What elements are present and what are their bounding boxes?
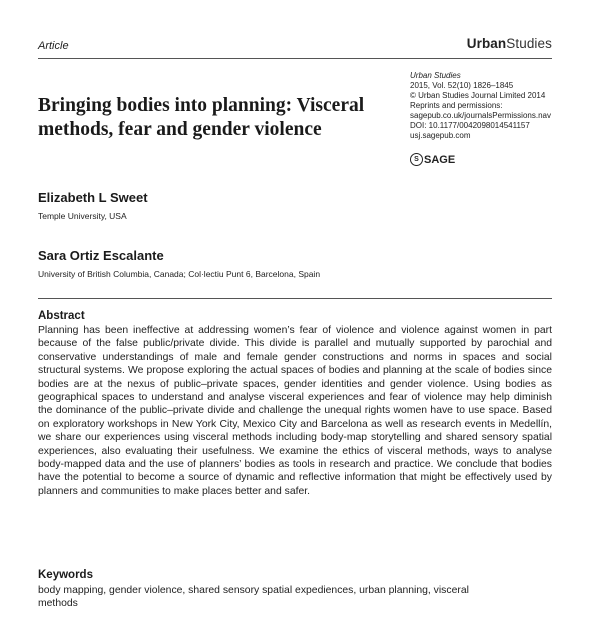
publisher-name: SAGE: [424, 153, 456, 166]
meta-copyright: © Urban Studies Journal Limited 2014: [410, 91, 546, 100]
keywords-text: body mapping, gender violence, shared sensory spatial expediences, urban planning, visceral methods: [38, 585, 469, 610]
meta-doi[interactable]: DOI: 10.1177/0042098014541157: [410, 121, 530, 130]
author-name: Elizabeth L Sweet: [38, 190, 148, 205]
article-type-label: Article: [38, 40, 69, 52]
author-name: Sara Ortiz Escalante: [38, 248, 164, 263]
meta-reprints: Reprints and permissions:: [410, 101, 503, 110]
journal-logo: [467, 36, 552, 51]
meta-reprints-url[interactable]: sagepub.co.uk/journalsPermissions.nav: [410, 111, 551, 120]
meta-site[interactable]: usj.sagepub.com: [410, 131, 471, 140]
meta-citation: 2015, Vol. 52(10) 1826–1845: [410, 81, 514, 90]
header-rule: [38, 58, 552, 59]
meta-journal-name: Urban Studies: [410, 71, 461, 80]
journal-logo-light: Studies: [506, 36, 552, 51]
journal-logo-bold: Urban: [466, 36, 507, 51]
author-affiliation: University of British Columbia, Canada; Col·lectiu Punt 6, Barcelona, Spain: [38, 269, 321, 279]
abstract-heading: Abstract: [38, 310, 85, 322]
article-title: Bringing bodies into planning: Visceral methods, fear and gender violence: [38, 95, 365, 140]
keywords-heading: Keywords: [38, 569, 93, 581]
abstract-text: Planning has been ineffective at addressing women’s fear of violence and violence against women in part because of the false public/private divide. This divide is parallel and mutually supported by parochial and conservative understandings of male and female gender constructions and norms in spaces and social structural systems. We propose exploring the actual spaces of bodies and planning at the scale of bodies since bodies are at the nexus of public–private spaces, gender identities and gender violence. Using bodies as geographical spaces to understand and analyse visceral experiences and fear of violence may help diminish the dominance of the public–private divide and challenge the unequal rights women have to use space. Based on exploratory workshops in New York City, Mexico City and Barcelona as well as research events in Medellín, we share our experiences using visceral methods including body-map storytelling and shared sensory spatial experiences, also evaluating their usefulness. We examine the ethics of visceral methods, ways to analyse body-mapped data and the use of planners’ bodies as tools in research and practice. We conclude that bodies have the potential to become a source of dynamic and reflective information that might be effectively used by planners and communities to make places better and safer.: [38, 325, 552, 497]
sage-logo-icon: S: [410, 153, 423, 166]
author-affiliation: Temple University, USA: [38, 211, 127, 221]
publication-meta: [410, 71, 570, 141]
abstract-rule: [38, 298, 552, 299]
publisher-logo: [410, 153, 455, 166]
